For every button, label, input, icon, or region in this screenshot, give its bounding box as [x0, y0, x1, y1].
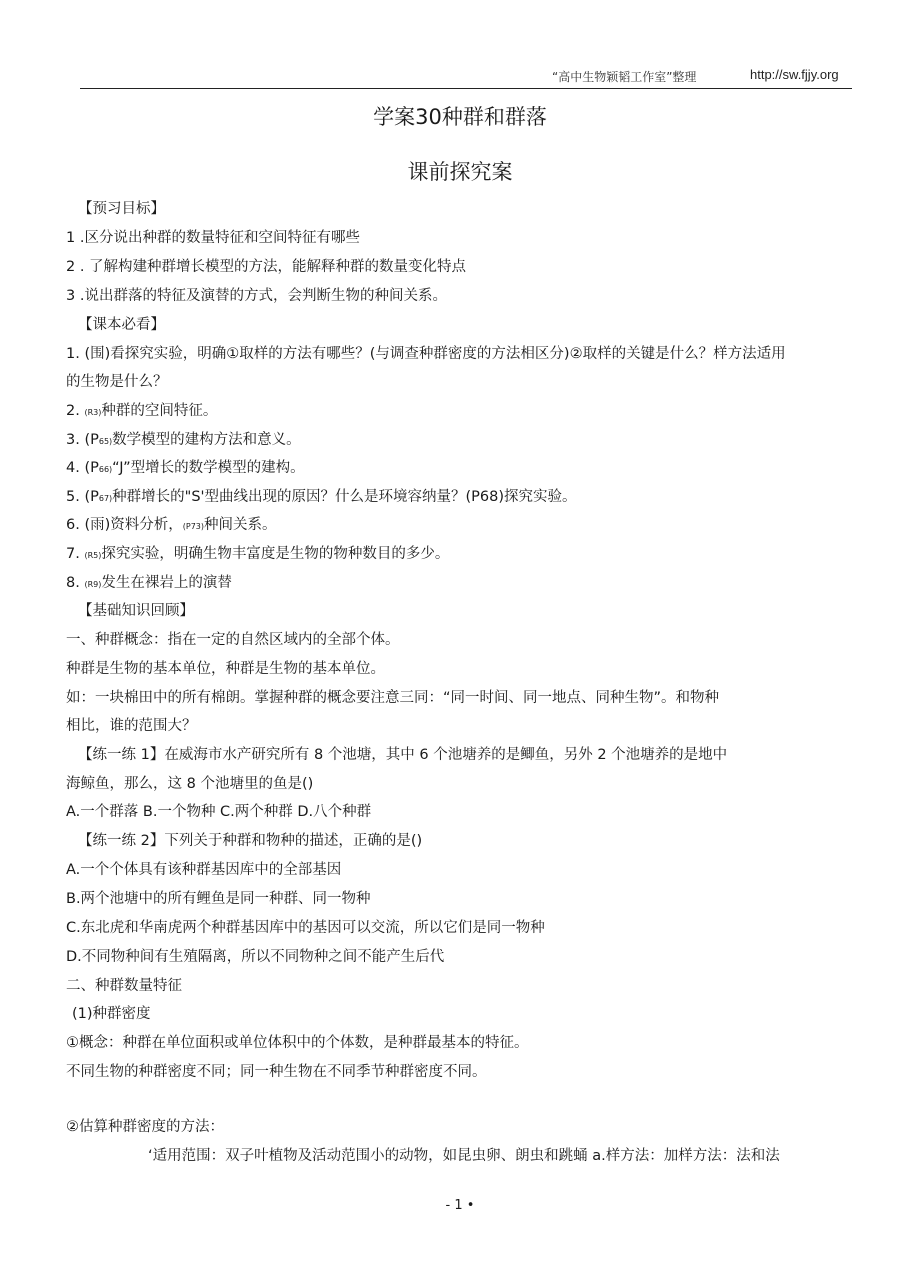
features-heading: 二、种群数量特征	[66, 978, 182, 994]
exercise2-option: D.不同物种间有生殖隔离，所以不同物种之间不能产生后代	[66, 949, 445, 965]
basics-line: 一、种群概念：指在一定的自然区域内的全部个体。	[66, 632, 400, 648]
features-line: 不同生物的种群密度不同；同一种生物在不同季节种群密度不同。	[66, 1064, 487, 1080]
basics-line: 相比，谁的范围大？	[66, 718, 197, 734]
page-subtitle: 课前探究案	[407, 160, 513, 184]
textbook-item: 4. (P66)“J”型增长的数学模型的建构。	[66, 460, 305, 476]
exercise2-line: 【练一练 2】下列关于种群和物种的描述，正确的是()	[78, 833, 423, 849]
exercise1-line: 【练一练 1】在威海市水产研究所有 8 个池塘，其中 6 个池塘养的是鲫鱼，另外 2 个池塘养的是地中	[78, 747, 728, 763]
header-rule	[80, 88, 852, 89]
exercise2-option: A.一个个体具有该种群基因库中的全部基因	[66, 862, 342, 878]
heading-textbook: 【课本必看】	[78, 317, 165, 333]
textbook-item: 2. (R3)种群的空间特征。	[66, 403, 218, 419]
exercise2-option: C.东北虎和华南虎两个种群基因库中的基因可以交流，所以它们是同一物种	[66, 920, 545, 936]
goal-item: 1 .区分说出种群的数量特征和空间特征有哪些	[66, 230, 360, 246]
exercise1-options: A.一个群落 B.一个物种 C.两个种群 D.八个种群	[66, 804, 372, 820]
textbook-item: 3. (P65)数学模型的建构方法和意义。	[66, 432, 301, 448]
basics-line: 种群是生物的基本单位，种群是生物的基本单位。	[66, 661, 385, 677]
basics-line: 如：一块棉田中的所有棉朗。掌握种群的概念要注意三同：“同一时间、同一地点、同种生物”。和物种	[66, 690, 720, 706]
header-url[interactable]: http://sw.fjjy.org	[750, 67, 839, 82]
heading-basics: 【基础知识回顾】	[78, 603, 194, 619]
features-line: ①概念：种群在单位面积或单位体积中的个体数，是种群最基本的特征。	[66, 1035, 529, 1051]
features-subheading: (1)种群密度	[72, 1006, 151, 1022]
textbook-item: 6. (雨)资料分析，(P73)种间关系。	[66, 517, 277, 533]
exercise2-option: B.两个池塘中的所有鲤鱼是同一种群、同一物种	[66, 891, 371, 907]
goal-item: 3 .说出群落的特征及演替的方式，会判断生物的种间关系。	[66, 288, 447, 304]
heading-preview-goals: 【预习目标】	[78, 201, 165, 217]
goal-item: 2 . 了解构建种群增长模型的方法，能解释种群的数量变化特点	[66, 259, 467, 275]
page-title: 学案30种群和群落	[373, 105, 547, 129]
features-line: ‘适用范围：双子叶植物及活动范围小的动物，如昆虫卵、朗虫和跳蛹 a.样方法：加样方法：法和法	[148, 1148, 780, 1164]
page-number: - 1 •	[445, 1198, 475, 1213]
features-line: ②估算种群密度的方法：	[66, 1119, 224, 1135]
exercise1-line: 海鲸鱼，那么，这 8 个池塘里的鱼是()	[66, 776, 314, 792]
textbook-item: 5. (P67)种群增长的"S'型曲线出现的原因？什么是环境容纳量？(P68)探究实验。	[66, 489, 577, 505]
textbook-item: 8. (R9)发生在裸岩上的演替	[66, 575, 232, 591]
textbook-item: 的生物是什么？	[66, 374, 168, 390]
header-source: “高中生物颖韬工作室”整理	[552, 70, 697, 84]
textbook-item: 7. (R5)探究实验，明确生物丰富度是生物的物种数目的多少。	[66, 546, 450, 562]
textbook-item: 1. (围)看探究实验，明确①取样的方法有哪些？(与调查种群密度的方法相区分)②取样的关键是什么？样方法适用	[66, 346, 786, 362]
